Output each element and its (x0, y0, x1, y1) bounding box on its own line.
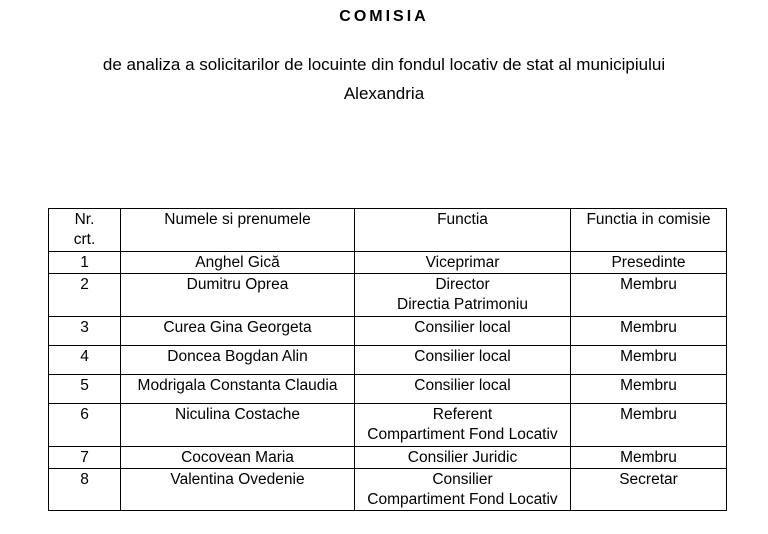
row-function-line-1: Consilier local (414, 348, 511, 365)
row-nr: 4 (49, 346, 121, 375)
table-row (49, 404, 727, 447)
row-nr: 3 (49, 317, 121, 346)
row-function-line-2: Compartiment Fond Locativ (367, 491, 558, 508)
row-committee-function: Membru (571, 317, 727, 346)
row-function (355, 317, 571, 346)
row-name: Dumitru Oprea (121, 274, 355, 317)
header-nr-line-2: crt. (73, 231, 96, 248)
row-name: Doncea Bogdan Alin (121, 346, 355, 375)
row-nr: 1 (49, 252, 121, 274)
table-row (49, 274, 727, 317)
row-function (355, 252, 571, 274)
header-name: Numele si prenumele (121, 209, 355, 252)
row-name: Modrigala Constanta Claudia (121, 375, 355, 404)
committee-members-table (48, 208, 727, 511)
row-function (355, 274, 571, 317)
row-function-line-1: Viceprimar (425, 254, 500, 271)
row-committee-function: Presedinte (571, 252, 727, 274)
row-function-line-2: Directia Patrimoniu (397, 296, 528, 313)
row-nr: 5 (49, 375, 121, 404)
row-committee-function: Membru (571, 447, 727, 469)
table-row (49, 375, 727, 404)
row-committee-function: Membru (571, 375, 727, 404)
table-row (49, 317, 727, 346)
table-row (49, 346, 727, 375)
row-committee-function: Membru (571, 404, 727, 447)
row-committee-function: Membru (571, 346, 727, 375)
row-function-line-1: Consilier local (414, 319, 511, 336)
row-name: Cocovean Maria (121, 447, 355, 469)
row-nr: 2 (49, 274, 121, 317)
table-header-row (49, 209, 727, 252)
row-committee-function: Secretar (571, 469, 727, 511)
row-function-line-1: Consilier Juridic (407, 449, 518, 466)
document-title: COMISIA (339, 8, 429, 25)
row-function-line-1: Director (435, 276, 490, 293)
row-name: Valentina Ovedenie (121, 469, 355, 511)
row-name: Niculina Costache (121, 404, 355, 447)
table-row (49, 252, 727, 274)
row-function (355, 404, 571, 447)
row-function-line-1: Referent (432, 406, 493, 423)
document-subtitle (0, 50, 768, 108)
row-name: Anghel Gică (121, 252, 355, 274)
row-nr: 7 (49, 447, 121, 469)
header-function: Functia (355, 209, 571, 252)
row-function (355, 346, 571, 375)
row-function-line-1: Consilier (432, 471, 493, 488)
row-function-line-2: Compartiment Fond Locativ (367, 426, 558, 443)
table-row (49, 469, 727, 511)
row-nr: 6 (49, 404, 121, 447)
table-row (49, 447, 727, 469)
row-nr: 8 (49, 469, 121, 511)
row-function-line-1: Consilier local (414, 377, 511, 394)
header-nr-line-1: Nr. (74, 211, 95, 228)
row-function (355, 375, 571, 404)
row-committee-function: Membru (571, 274, 727, 317)
row-function (355, 469, 571, 511)
header-nr (49, 209, 121, 252)
header-committee-function: Functia in comisie (571, 209, 727, 252)
row-function (355, 447, 571, 469)
subtitle-line-1: de analiza a solicitarilor de locuinte din fondul locativ de stat al municipiului (102, 55, 666, 74)
row-name: Curea Gina Georgeta (121, 317, 355, 346)
subtitle-line-2: Alexandria (343, 84, 425, 103)
